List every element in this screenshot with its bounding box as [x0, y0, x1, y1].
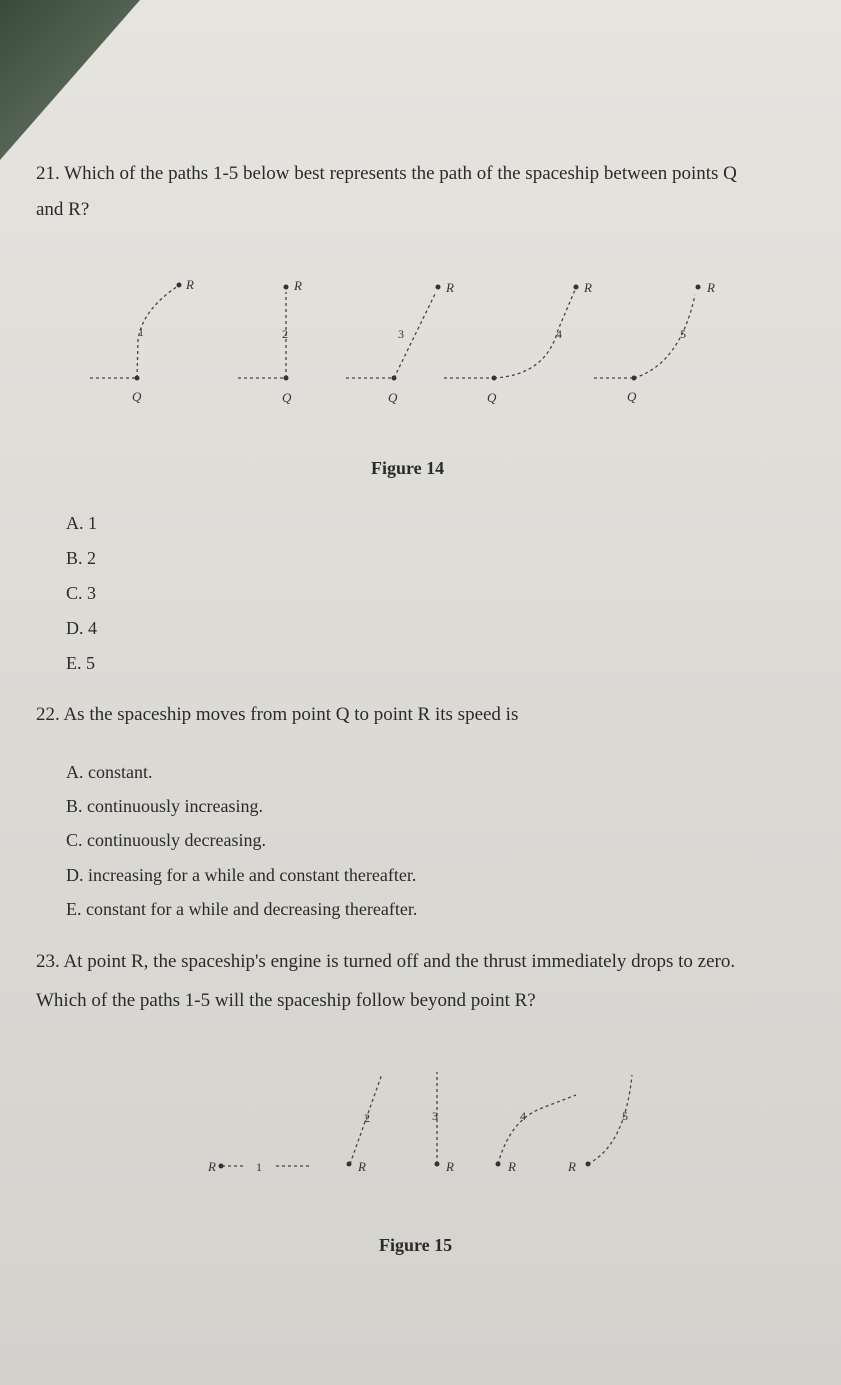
q23-line2: Which of the paths 1-5 will the spaceship follow beyond point R?	[36, 990, 536, 1011]
q22-option-d[interactable]: D. increasing for a while and constant thereafter.	[66, 865, 417, 885]
fig14-label-r3: R	[446, 280, 454, 295]
fig15-label-r3: R	[446, 1159, 454, 1174]
fig14-path-label-5: 5	[680, 327, 686, 341]
fig14-path-label-1: 1	[138, 325, 144, 339]
q22-stem: 22. As the spaceship moves from point Q to point R its speed is	[36, 704, 519, 725]
fig14-path-label-4: 4	[556, 327, 562, 341]
q21-option-b[interactable]: B. 2	[66, 548, 97, 568]
fig15-path-label-3: 3	[432, 1109, 438, 1123]
q21-line1: 21. Which of the paths 1-5 below best represents the path of the spaceship between points Q	[36, 163, 737, 184]
fig15-path-label-2: 2	[364, 1111, 370, 1125]
q21-option-e[interactable]: E. 5	[66, 653, 95, 673]
fig14-label-r5: R	[707, 280, 715, 295]
fig15-path-label-1: 1	[256, 1160, 262, 1174]
figure-15	[200, 1060, 650, 1180]
fig15-label-r1: R	[208, 1159, 216, 1174]
fig14-label-r1: R	[186, 277, 194, 292]
fig15-path-label-4: 4	[520, 1109, 526, 1123]
fig14-label-q1: Q	[132, 389, 142, 404]
fig15-path-label-5: 5	[622, 1109, 628, 1123]
fig14-label-q2: Q	[282, 390, 292, 405]
q21-option-a[interactable]: A. 1	[66, 513, 97, 533]
q22-option-c[interactable]: C. continuously decreasing.	[66, 830, 266, 850]
fig14-label-r4: R	[584, 280, 592, 295]
q22-option-a[interactable]: A. constant.	[66, 762, 153, 782]
q23-line1: 23. At point R, the spaceship's engine is turned off and the thrust immediately drops to zero.	[36, 951, 736, 972]
fig15-label-r5: R	[568, 1159, 576, 1174]
figure-15-caption: Figure 15	[379, 1235, 453, 1255]
fig14-label-q3: Q	[388, 390, 398, 405]
q21-line2: and R?	[36, 199, 90, 220]
fig15-label-r4: R	[508, 1159, 516, 1174]
q22-option-b[interactable]: B. continuously increasing.	[66, 796, 263, 816]
q21-option-c[interactable]: C. 3	[66, 583, 97, 603]
figure-14	[80, 270, 760, 410]
fig14-label-r2: R	[294, 278, 302, 293]
fig14-label-q5: Q	[627, 389, 637, 404]
figure-14-caption: Figure 14	[371, 458, 445, 478]
fig14-path-label-3: 3	[398, 327, 404, 341]
q21-option-d[interactable]: D. 4	[66, 618, 97, 638]
fig15-label-r2: R	[358, 1159, 366, 1174]
q22-option-e[interactable]: E. constant for a while and decreasing thereafter.	[66, 899, 418, 919]
fig14-path-label-2: 2	[282, 327, 288, 341]
fig14-label-q4: Q	[487, 390, 497, 405]
